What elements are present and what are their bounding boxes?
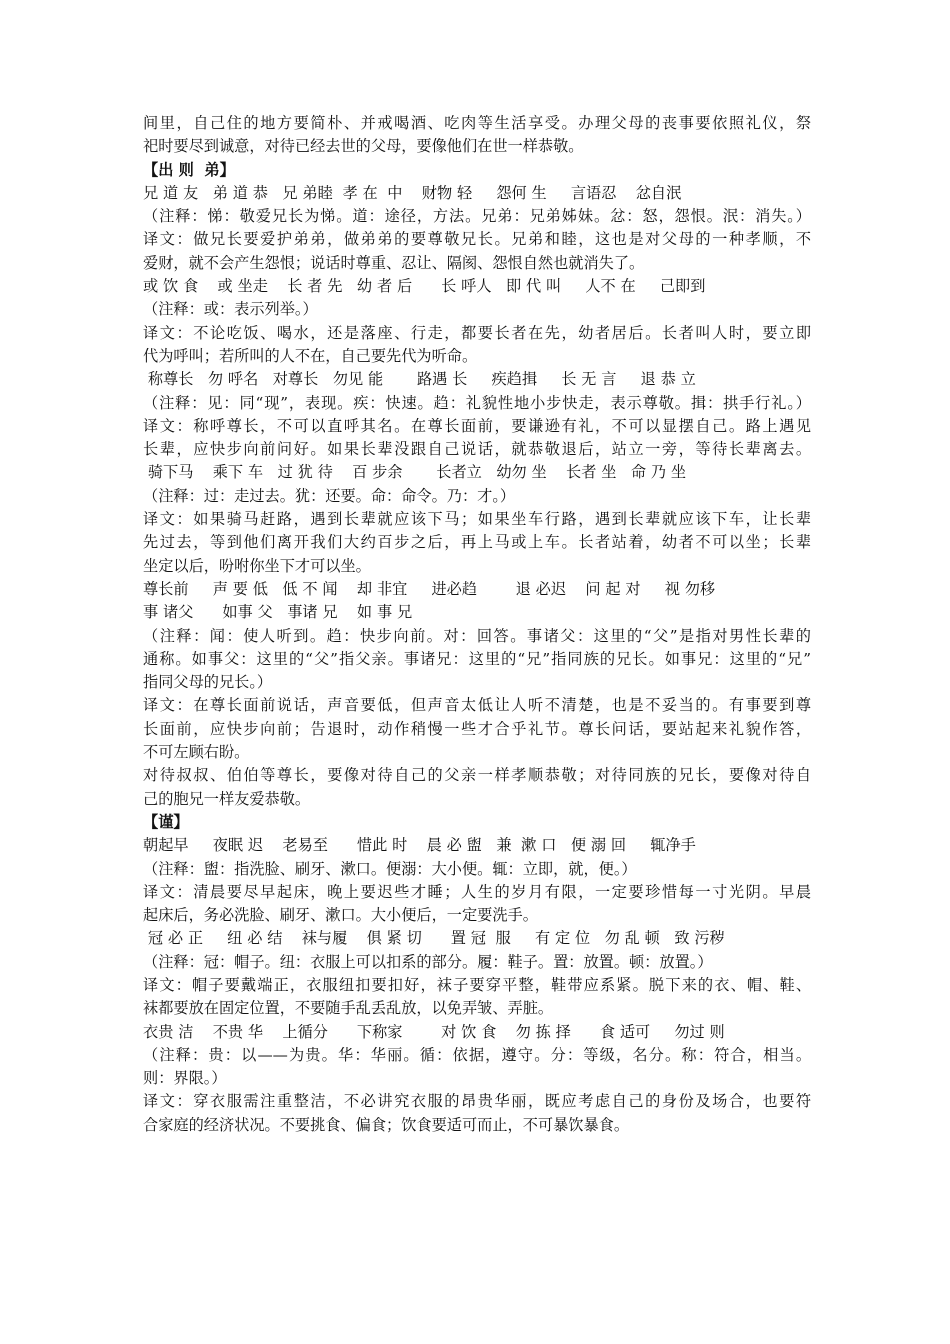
text-line: 长辈，应快步向前问好。如果长辈没跟自己说话，就恭敬退后，站立一旁，等待长辈离去。 <box>143 440 811 459</box>
text-line: 坐定以后，吩咐你坐下才可以坐。 <box>143 556 371 575</box>
text-line: （注释：贵：以——为贵。华：华丽。循：依据，遵守。分：等级，名分。称：符合，相当。 <box>143 1045 811 1064</box>
text-line: （注释：盥：指洗脸、刷牙、漱口。便溺：大小便。辄：立即，就，便。） <box>143 859 637 878</box>
text-line: 译文：如果骑马赶路，遇到长辈就应该下马；如果坐车行路，遇到长辈就应该下车，让长辈 <box>143 510 811 529</box>
text-line: （注释：冠：帽子。纽：衣服上可以扣系的部分。履：鞋子。置：放置。顿：放置。） <box>143 952 713 971</box>
text-line: 祀时要尽到诚意，对待已经去世的父母，要像他们在世一样恭敬。 <box>143 137 584 156</box>
text-line: 长面前，应快步向前；告退时，动作稍慢一些才合乎礼节。尊长问话，要站起来礼貌作答， <box>143 719 811 738</box>
text-line: 译文：穿衣服需注重整洁，不必讲究衣服的昂贵华丽，既应考虑自己的身份及场合，也要符 <box>143 1092 811 1111</box>
text-line: 代为呼叫；若所叫的人不在，自己要先代为听命。 <box>143 346 478 365</box>
text-line: （注释：悌：敬爱兄长为悌。道：途径，方法。兄弟：兄弟姊妹。忿：怒，怨恨。泯：消失。） <box>143 207 811 226</box>
text-line: 或 饮 食 或 坐走 长 者 先 幼 者 后 长 呼人 即 代 叫 人不 在 己即到 <box>143 277 706 296</box>
text-line: 骑下马 乘下 车 过 犹 待 百 步余 长者立 幼勿 坐 长者 坐 命 乃 坐 <box>143 463 687 482</box>
text-line: （注释：过：走过去。犹：还要。命：命令。乃：才。） <box>143 486 516 505</box>
text-line: 事 诸父 如事 父 事诸 兄 如 事 兄 <box>143 603 413 622</box>
text-line: 则：界限。） <box>143 1069 227 1088</box>
text-line: 通称。如事父：这里的“父”指父亲。事诸兄：这里的“兄”指同族的兄长。如事兄：这里的“兄” <box>143 649 811 668</box>
text-line: 称尊长 勿 呼名 对尊长 勿见 能 路遇 长 疾趋揖 长 无 言 退 恭 立 <box>143 370 696 389</box>
text-line: 冠 必 正 纽 必 结 袜与履 俱 紧 切 置 冠 服 有 定 位 勿 乱 顿 致 污秽 <box>143 929 725 948</box>
text-line: （注释：闻：使人听到。趋：快步向前。对：回答。事诸父：这里的“父”是指对男性长辈的 <box>143 626 811 645</box>
section-heading: 【谨】 <box>143 812 189 831</box>
text-line: 起床后，务必洗脸、刷牙、漱口。大小便后，一定要洗手。 <box>143 906 538 925</box>
text-line: 合家庭的经济状况。不要挑食、偏食；饮食要适可而止，不可暴饮暴食。 <box>143 1115 629 1134</box>
text-line: 不可左顾右盼。 <box>143 743 250 762</box>
text-line: 译文：做兄长要爱护弟弟，做弟弟的要尊敬兄长。兄弟和睦，这也是对父母的一种孝顺，不 <box>143 230 811 249</box>
text-line: （注释：见：同“现”，表现。疾：快速。趋：礼貌性地小步快走，表示尊敬。揖：拱手行礼。） <box>143 393 811 412</box>
text-line: 译文：在尊长面前说话，声音要低，但声音太低让人听不清楚，也是不妥当的。有事要到尊 <box>143 696 811 715</box>
text-line: 尊长前 声 要 低 低 不 闻 却 非宜 进必趋 退 必迟 问 起 对 视 勿移 <box>143 579 716 598</box>
text-line: 译文：帽子要戴端正，衣服纽扣要扣好，袜子要穿平整，鞋带应系紧。脱下来的衣、帽、鞋、 <box>143 975 811 994</box>
text-line: 衣贵 洁 不贵 华 上循分 下称家 对 饮 食 勿 拣 择 食 适可 勿过 则 <box>143 1022 725 1041</box>
text-line: 译文：不论吃饭、喝水，还是落座、行走，都要长者在先，幼者居后。长者叫人时，要立即 <box>143 323 811 342</box>
text-line: 朝起早 夜眠 迟 老易至 惜此 时 晨 必 盥 兼 漱 口 便 溺 回 辄净手 <box>143 836 696 855</box>
text-line: 袜都要放在固定位置，不要随手乱丢乱放，以免弄皱、弄脏。 <box>143 999 554 1018</box>
text-line: 对待叔叔、伯伯等尊长，要像对待自己的父亲一样孝顺恭敬；对待同族的兄长，要像对待自 <box>143 766 811 785</box>
text-line: 爱财，就不会产生怨恨；说话时尊重、忍让、隔阂、怨恨自然也就消失了。 <box>143 253 645 272</box>
text-line: 先过去，等到他们离开我们大约百步之后，再上马或上车。长者站着，幼者不可以坐；长辈 <box>143 533 811 552</box>
document-page <box>143 112 811 1137</box>
text-line: 己的胞兄一样友爱恭敬。 <box>143 789 311 808</box>
text-line: 指同父母的兄长。） <box>143 673 273 692</box>
section-heading: 【出 则 弟】 <box>143 160 235 179</box>
text-line: 译文：称呼尊长，不可以直呼其名。在尊长面前，要谦逊有礼，不可以显摆自己。路上遇见 <box>143 416 811 435</box>
text-line: 译文：清晨要尽早起床，晚上要迟些才睡；人生的岁月有限，一定要珍惜每一寸光阴。早晨 <box>143 882 811 901</box>
text-line: 兄 道 友 弟 道 恭 兄 弟睦 孝 在 中 财物 轻 怨何 生 言语忍 忿自泯 <box>143 183 682 202</box>
text-line: （注释：或：表示列举。） <box>143 300 318 319</box>
text-line: 间里，自己住的地方要简朴、并戒喝酒、吃肉等生活享受。办理父母的丧事要依照礼仪，祭 <box>143 114 811 132</box>
